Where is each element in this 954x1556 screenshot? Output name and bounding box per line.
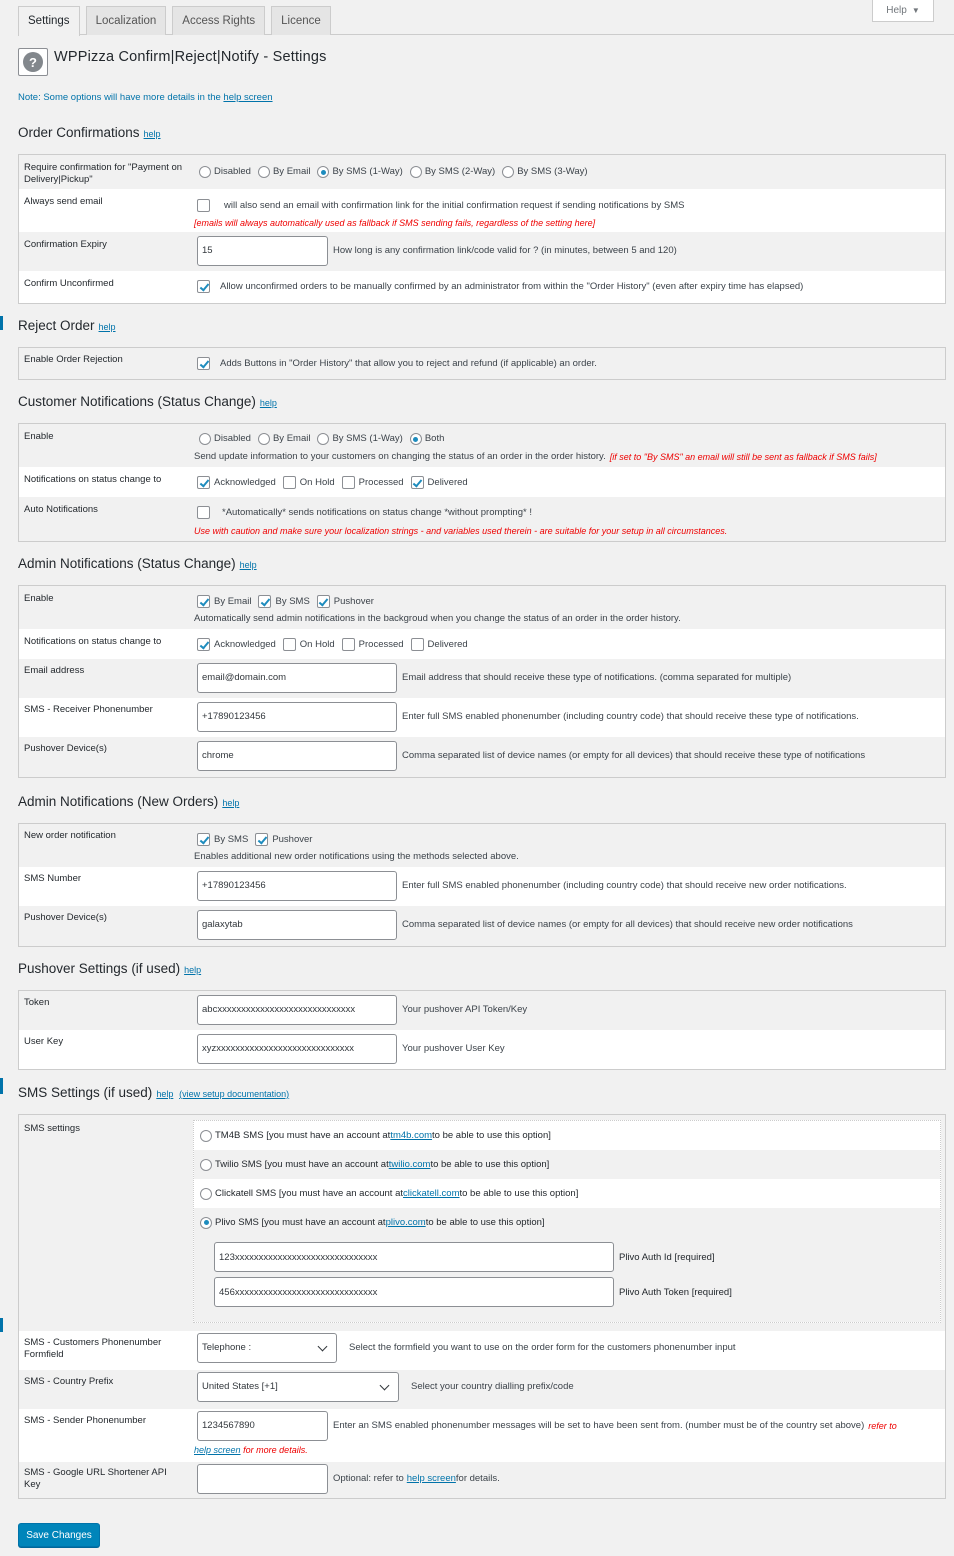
help-link[interactable]: help <box>239 560 257 570</box>
radio-by-sms-1way[interactable] <box>317 166 329 178</box>
admin-new-box <box>18 823 946 947</box>
require-confirmation-label: Require confirmation for "Payment on Delivery|Pickup" <box>24 162 183 185</box>
confirmation-expiry-input[interactable]: 15 <box>197 236 328 266</box>
customer-enable-note: [if set to "By SMS" an email will still be sent as fallback if SMS fails] <box>609 452 877 462</box>
help-link[interactable]: help <box>143 129 161 139</box>
plivo-auth-id-label: Plivo Auth Id [required] <box>619 1251 715 1263</box>
clickatell-link[interactable]: clickatell.com <box>403 1188 460 1199</box>
section-title-customer-notifications <box>18 394 277 409</box>
user-key-field <box>197 1034 939 1064</box>
provider-note: to be able to use this option] <box>430 1159 550 1170</box>
google-key-input[interactable] <box>197 1464 328 1494</box>
customer-phone-desc: Select the formfield you want to use on the order form for the customers phonenumber input <box>349 1342 736 1353</box>
radio-disabled[interactable] <box>199 433 211 445</box>
option-label: On Hold <box>299 476 335 488</box>
radio-by-sms-3way[interactable] <box>502 166 514 178</box>
token-label: Token <box>24 997 50 1008</box>
admin-enable-row <box>19 586 945 629</box>
section-title-text: SMS Settings (if used) <box>18 1085 153 1100</box>
sms-number-row <box>19 867 945 906</box>
option-label: Both <box>424 433 445 444</box>
admin-status-label: Notifications on status change to <box>24 636 162 647</box>
sms-number-input[interactable]: +17890123456 <box>197 871 397 901</box>
country-prefix-label: SMS - Country Prefix <box>24 1376 114 1387</box>
radio-twilio[interactable] <box>200 1159 212 1171</box>
customer-phone-label: SMS - Customers Phonenumber Formfield <box>24 1337 162 1360</box>
note-text: Note: Some options will have more details in the <box>18 92 224 103</box>
confirm-unconfirmed-checkbox[interactable] <box>197 280 210 293</box>
checkbox-delivered[interactable] <box>411 638 424 651</box>
admin-status-options <box>193 638 939 651</box>
admin-pushover-input[interactable]: chrome <box>197 741 397 771</box>
sender-note-post: for more details. <box>243 1445 308 1455</box>
help-link[interactable]: help <box>184 965 202 975</box>
country-prefix-row <box>19 1370 945 1409</box>
section-title-text: Order Confirmations <box>18 125 140 140</box>
radio-disabled[interactable] <box>199 166 211 178</box>
checkbox-by-email[interactable] <box>197 595 210 608</box>
customer-notifications-box <box>18 423 946 542</box>
sms-settings-label: SMS settings <box>24 1123 80 1134</box>
option-label: Disabled <box>214 166 251 177</box>
auto-notifications-row <box>19 497 945 541</box>
customer-enable-desc-line <box>194 451 939 463</box>
google-desc-pre: Optional: refer to <box>333 1473 404 1484</box>
always-send-email-text: will also send an email with confirmation link for the initial confirmation request if sending notifications by SMS <box>224 199 685 211</box>
enable-rejection-row <box>19 348 945 379</box>
new-order-desc: Enables additional new order notifications using the methods selected above. <box>194 851 519 862</box>
help-link[interactable]: help <box>98 322 116 332</box>
customer-enable-desc: Send update information to your customers on changing the status of an order in the order history. <box>194 451 606 462</box>
sms-number-field <box>197 871 939 901</box>
provider-note: to be able to use this option] <box>425 1217 545 1228</box>
confirm-unconfirmed-text: Allow unconfirmed orders to be manually confirmed by an administrator from within the "Order History" (even after expiry time has elapsed) <box>220 280 804 292</box>
provider-name: Plivo SMS <box>215 1217 259 1228</box>
edge-marker <box>0 1078 3 1094</box>
section-title-pushover-settings <box>18 961 201 976</box>
enable-rejection-label: Enable Order Rejection <box>24 354 123 365</box>
help-screen-link[interactable]: help screen <box>223 92 273 103</box>
google-key-row <box>19 1462 945 1498</box>
admin-pushover-label: Pushover Device(s) <box>24 743 107 754</box>
token-row <box>19 991 945 1030</box>
page-note <box>18 92 273 103</box>
admin-status-box <box>18 585 946 778</box>
sender-note-pre: refer to <box>868 1421 897 1431</box>
checkbox-by-sms[interactable] <box>258 595 271 608</box>
user-key-row <box>19 1030 945 1069</box>
admin-status-row <box>19 629 945 659</box>
customer-phone-field <box>197 1333 939 1363</box>
radio-both[interactable] <box>410 433 422 445</box>
option-label: By SMS <box>275 595 310 607</box>
pushover-settings-box <box>18 990 946 1070</box>
radio-by-email[interactable] <box>258 433 270 445</box>
user-key-label: User Key <box>24 1036 64 1047</box>
section-title-sms-settings <box>18 1085 289 1100</box>
google-desc-post: for details. <box>455 1473 500 1484</box>
new-pushover-label: Pushover Device(s) <box>24 912 107 923</box>
country-prefix-select[interactable] <box>197 1372 399 1402</box>
new-order-row <box>19 824 945 867</box>
provider-plivo-header <box>194 1208 940 1237</box>
option-label: By Email <box>272 433 311 444</box>
customer-status-options <box>193 476 939 489</box>
provider-clickatell <box>194 1179 940 1208</box>
new-pushover-desc: Comma separated list of device names (or empty for all devices) that should receive new order notifications <box>402 919 853 930</box>
tm4b-link[interactable]: tm4b.com <box>390 1130 433 1141</box>
auto-notifications-checkbox[interactable] <box>197 506 210 519</box>
new-pushover-input[interactable]: galaxytab <box>197 910 397 940</box>
auto-notifications-note: Use with caution and make sure your localization strings - and variables used therein - are suitable for your setup in all circumstances. <box>194 526 728 536</box>
radio-tm4b[interactable] <box>200 1130 212 1142</box>
section-title-text: Pushover Settings (if used) <box>18 961 181 976</box>
help-link[interactable]: help <box>156 1089 174 1099</box>
require-confirmation-options <box>195 166 939 178</box>
admin-pushover-field <box>197 741 939 771</box>
tab-localization[interactable]: Localization <box>86 6 167 35</box>
admin-phone-row <box>19 698 945 737</box>
twilio-link[interactable]: twilio.com <box>388 1159 431 1170</box>
always-send-email-field <box>193 199 939 212</box>
chevron-down-icon <box>318 1342 328 1352</box>
enable-rejection-checkbox[interactable] <box>197 357 210 370</box>
country-prefix-desc: Select your country dialling prefix/code <box>411 1381 574 1392</box>
confirm-unconfirmed-field <box>193 280 939 293</box>
option-label: By Email <box>214 595 252 607</box>
option-label: By SMS (1-Way) <box>332 166 403 177</box>
option-label: By SMS (3-Way) <box>517 166 588 177</box>
option-label: By SMS (2-Way) <box>424 166 496 177</box>
provider-name: TM4B SMS <box>215 1130 264 1141</box>
confirmation-expiry-label: Confirmation Expiry <box>24 239 107 250</box>
option-label: Disabled <box>214 433 251 444</box>
sender-phone-input[interactable]: 1234567890 <box>197 1411 328 1441</box>
admin-email-field <box>197 663 939 693</box>
section-title-admin-status <box>18 556 257 571</box>
tab-bar <box>18 6 337 35</box>
auto-notifications-label: Auto Notifications <box>24 504 98 515</box>
admin-email-label: Email address <box>24 665 85 676</box>
edge-marker <box>0 1318 3 1332</box>
radio-plivo[interactable] <box>200 1217 212 1229</box>
plivo-link[interactable]: plivo.com <box>385 1217 426 1228</box>
chevron-down-icon <box>380 1381 390 1391</box>
section-title-text: Reject Order <box>18 318 95 333</box>
help-screen-link[interactable]: help screen <box>406 1473 456 1484</box>
provider-note: [you must have an account at <box>278 1188 403 1199</box>
plivo-auth-token-label: Plivo Auth Token [required] <box>619 1286 732 1298</box>
new-pushover-field <box>197 910 939 940</box>
checkbox-processed[interactable] <box>342 638 355 651</box>
section-title-order-confirmations <box>18 125 161 140</box>
token-input[interactable]: abcxxxxxxxxxxxxxxxxxxxxxxxxxxxxx <box>197 995 397 1025</box>
radio-by-sms-1way[interactable] <box>317 433 329 445</box>
admin-email-desc: Email address that should receive these type of notifications. (comma separated for multiple) <box>402 672 792 683</box>
checkbox-on-hold[interactable] <box>283 476 296 489</box>
admin-phone-desc: Enter full SMS enabled phonenumber (including country code) that should receive these type of notifications. <box>402 711 859 722</box>
tab-licence[interactable]: Licence <box>271 6 331 35</box>
always-send-email-label: Always send email <box>24 196 103 207</box>
sms-number-label: SMS Number <box>24 873 82 884</box>
caret-down-icon: ▼ <box>911 6 920 15</box>
setup-documentation-link[interactable]: (view setup documentation) <box>179 1089 290 1099</box>
require-confirmation-row <box>19 155 945 189</box>
token-desc: Your pushover API Token/Key <box>402 1004 528 1015</box>
help-button-label: Help <box>886 5 907 16</box>
reject-order-box <box>18 347 946 380</box>
customer-phone-row <box>19 1331 945 1370</box>
radio-by-sms-2way[interactable] <box>410 166 422 178</box>
checkbox-on-hold[interactable] <box>283 638 296 651</box>
provider-tm4b <box>194 1121 940 1150</box>
sms-settings-box <box>18 1114 946 1499</box>
help-link[interactable]: help <box>259 398 277 408</box>
customer-enable-label: Enable <box>24 431 54 442</box>
admin-enable-label: Enable <box>24 593 54 604</box>
edge-marker <box>0 316 3 330</box>
admin-phone-label: SMS - Receiver Phonenumber <box>24 704 153 715</box>
help-link[interactable]: help <box>222 798 240 808</box>
help-button[interactable] <box>872 0 934 22</box>
always-send-email-checkbox[interactable] <box>197 199 210 212</box>
option-label: Acknowledged <box>214 476 276 488</box>
token-field <box>197 995 939 1025</box>
google-key-field <box>197 1464 939 1494</box>
option-label: Delivered <box>427 638 468 650</box>
order-confirmations-box <box>18 154 946 304</box>
option-label: Pushover <box>333 595 374 607</box>
option-label: Processed <box>358 476 404 488</box>
checkbox-processed[interactable] <box>342 476 355 489</box>
checkbox-acknowledged[interactable] <box>197 638 210 651</box>
radio-by-email[interactable] <box>258 166 270 178</box>
save-changes-button[interactable]: Save Changes <box>18 1523 100 1547</box>
provider-note: to be able to use this option] <box>432 1130 551 1141</box>
auto-notifications-text: *Automatically* sends notifications on status change *without prompting* ! <box>222 506 532 518</box>
admin-enable-desc: Automatically send admin notifications in the backgroud when you change the status of an order in the order history. <box>194 613 681 624</box>
admin-email-input[interactable]: email@domain.com <box>197 663 397 693</box>
admin-pushover-row <box>19 737 945 777</box>
provider-note: [you must have an account at <box>261 1217 386 1228</box>
checkbox-pushover[interactable] <box>255 833 268 846</box>
provider-note: to be able to use this option] <box>459 1188 579 1199</box>
confirmation-expiry-field <box>197 236 939 266</box>
enable-rejection-text: Adds Buttons in "Order History" that allow you to reject and refund (if applicable) an order. <box>220 357 597 369</box>
page-title: WPPizza Confirm|Reject|Notify - Settings <box>54 49 327 65</box>
checkbox-delivered[interactable] <box>411 476 424 489</box>
admin-pushover-desc: Comma separated list of device names (or empty for all devices) that should receive these type of notifications <box>402 750 866 761</box>
new-order-label: New order notification <box>24 830 116 841</box>
sender-phone-desc: Enter an SMS enabled phonenumber messages will be set to have been sent from. (number must be of the country set above) <box>333 1420 865 1431</box>
sms-provider-list <box>193 1120 941 1323</box>
confirmation-expiry-desc: How long is any confirmation link/code valid for ? (in minutes, between 5 and 120) <box>333 245 677 256</box>
admin-email-row <box>19 659 945 698</box>
new-pushover-row <box>19 906 945 946</box>
customer-status-row <box>19 467 945 497</box>
checkbox-by-sms[interactable] <box>197 833 210 846</box>
provider-plivo <box>194 1208 940 1322</box>
tab-settings[interactable]: Settings <box>18 6 80 36</box>
option-label: By Email <box>272 166 311 177</box>
sender-phone-label: SMS - Sender Phonenumber <box>24 1415 146 1426</box>
option-label: Processed <box>358 638 404 650</box>
option-label: Acknowledged <box>214 638 276 650</box>
customer-phone-value: Telephone : <box>202 1342 252 1353</box>
confirmation-expiry-row <box>19 232 945 271</box>
plivo-id-field <box>214 1242 715 1272</box>
confirm-unconfirmed-label: Confirm Unconfirmed <box>24 278 114 289</box>
admin-enable-options <box>193 595 939 608</box>
provider-note: [you must have an account at <box>264 1159 389 1170</box>
sms-provider-row <box>19 1115 945 1331</box>
option-label: Delivered <box>427 476 468 488</box>
sender-note-line <box>194 1444 939 1457</box>
admin-phone-field <box>197 702 939 732</box>
section-title-text: Customer Notifications (Status Change) <box>18 394 256 409</box>
section-title-text: Admin Notifications (Status Change) <box>18 556 236 571</box>
user-key-desc: Your pushover User Key <box>402 1043 505 1054</box>
always-send-email-row <box>19 189 945 232</box>
checkbox-pushover[interactable] <box>317 595 330 608</box>
new-order-options <box>193 833 939 846</box>
section-title-admin-new <box>18 794 239 809</box>
provider-name: Clickatell SMS <box>215 1188 277 1199</box>
customer-enable-options <box>195 433 939 445</box>
option-label: Pushover <box>272 833 313 845</box>
provider-twilio <box>194 1150 940 1179</box>
help-screen-link[interactable]: help screen <box>194 1445 241 1455</box>
help-question-icon[interactable]: ? <box>18 48 48 76</box>
customer-phone-select[interactable] <box>197 1333 337 1363</box>
option-label: On Hold <box>299 638 335 650</box>
radio-clickatell[interactable] <box>200 1188 212 1200</box>
sender-phone-row <box>19 1409 945 1462</box>
plivo-auth-id-input[interactable]: 123xxxxxxxxxxxxxxxxxxxxxxxxxxxxxx <box>214 1242 614 1272</box>
provider-note: [you must have an account at <box>266 1130 391 1141</box>
country-prefix-value: United States [+1] <box>202 1381 278 1392</box>
provider-name: Twilio SMS <box>215 1159 262 1170</box>
sender-phone-field <box>197 1411 939 1441</box>
admin-phone-input[interactable]: +17890123456 <box>197 702 397 732</box>
tab-access-rights[interactable]: Access Rights <box>172 6 265 35</box>
customer-enable-row <box>19 424 945 467</box>
customer-status-label: Notifications on status change to <box>24 474 162 485</box>
plivo-auth-token-input[interactable]: 456xxxxxxxxxxxxxxxxxxxxxxxxxxxxxx <box>214 1277 614 1307</box>
confirm-unconfirmed-row <box>19 271 945 303</box>
option-label: By SMS <box>214 833 249 845</box>
auto-notifications-field <box>193 506 939 519</box>
always-send-email-note: [emails will always automatically used as fallback if SMS sending fails, regardless of the setting here] <box>194 218 596 228</box>
enable-rejection-field <box>193 357 939 370</box>
section-title-reject-order <box>18 318 116 333</box>
checkbox-acknowledged[interactable] <box>197 476 210 489</box>
plivo-token-field <box>214 1277 732 1307</box>
user-key-input[interactable]: xyzxxxxxxxxxxxxxxxxxxxxxxxxxxxxx <box>197 1034 397 1064</box>
sms-number-desc: Enter full SMS enabled phonenumber (including country code) that should receive new order notifications. <box>402 880 847 891</box>
section-title-text: Admin Notifications (New Orders) <box>18 794 219 809</box>
option-label: By SMS (1-Way) <box>332 433 403 444</box>
country-prefix-field <box>197 1372 939 1402</box>
google-key-label: SMS - Google URL Shortener API Key <box>24 1467 167 1490</box>
